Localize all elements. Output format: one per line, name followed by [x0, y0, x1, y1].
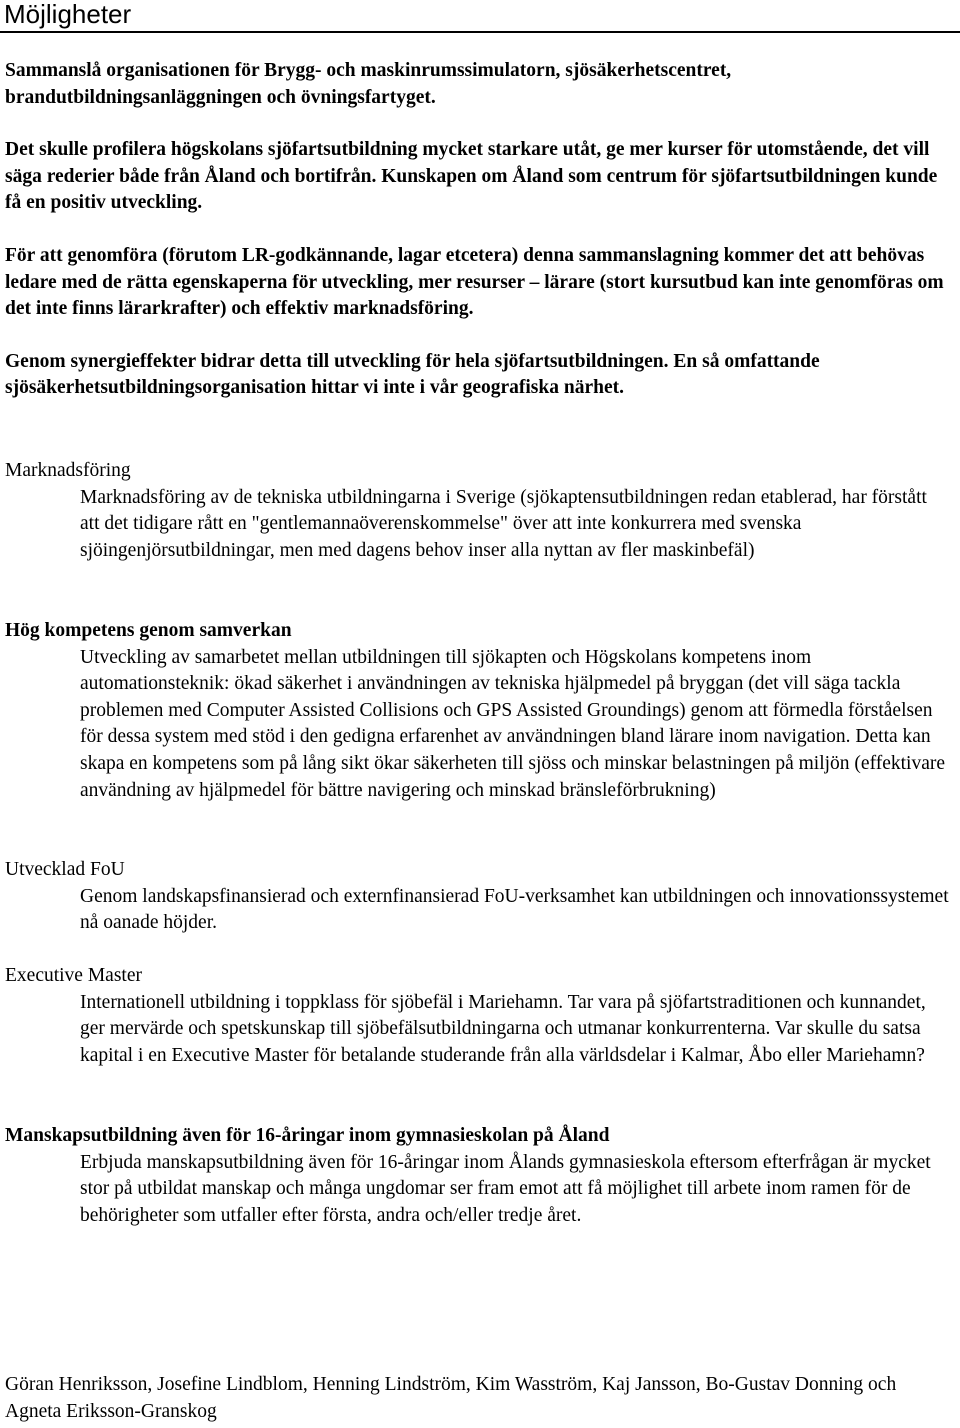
authors-list: Göran Henriksson, Josefine Lindblom, Henning Lindström, Kim Wasström, Kaj Jansson, Bo-Gustav Donning och Agneta Eriksson-Granskog: [5, 1374, 897, 1422]
authors-footer: [5, 1372, 955, 1425]
intro-paragraph-2: Det skulle profilera högskolans sjöfartsutbildning mycket starkare utåt, ge mer kurser för utomstående, det vill säga rederier både från Åland och bortifrån. Kunskapen om Åland som centrum för sjöfartsutbildningen kunde få en positiv utveckling.: [5, 139, 938, 214]
page-title: Möjligheter: [4, 0, 132, 29]
section-body: Erbjuda manskapsutbildning även för 16-åringar inom Ålands gymnasieskola eftersom efterfrågan är mycket stor på utbildat manskap och många ungdomar ser fram emot att få möjlighet till arbete inom ramen för de behörigheter som utfaller efter första, andra och/eller tredje året.: [80, 1151, 931, 1226]
section-marknadsforing: [5, 458, 955, 564]
section-heading: Marknadsföring: [5, 460, 131, 481]
section-heading: Hög kompetens genom samverkan: [5, 620, 292, 641]
section-body: Utveckling av samarbetet mellan utbildningen till sjökapten och Högskolans kompetens inom automationsteknik: ökad säkerhet i användningen av tekniska hjälpmedel på bryggan (det vill säga tackla problemen med Computer Assisted Collisions och GPS Assisted Groundings) genom att förmedla förståelsen för dessa system med stöd i den gedigna erfarenhet av användningen bland lärare inom navigation. Detta kan skapa en kompetens som på lång sikt ökar säkerheten till sjöss och minskar belastningen på miljön (effektivare användning av hjälpmedel för bättre navigering och minskad bränsleförbrukning): [80, 646, 946, 801]
intro-paragraph-3: För att genomföra (förutom LR-godkännande, lagar etcetera) denna sammanslagning kommer det att behövas ledare med de rätta egenskaperna för utveckling, mer resurser – lärare (stort kursutbud kan inte genomföras om det inte finns lärarkrafter) och effektiv marknadsföring.: [5, 244, 944, 320]
section-executive-master: [5, 963, 955, 1069]
title-divider: [0, 31, 960, 33]
section-heading: Manskapsutbildning även för 16-åringar inom gymnasieskolan på Åland: [5, 1125, 610, 1146]
section-manskapsutbildning: [5, 1123, 955, 1229]
intro-paragraph-1: Sammanslå organisationen för Brygg- och maskinrumssimulatorn, sjösäkerhetscentret, brandutbildningsanläggningen och övningsfartyget.: [5, 60, 732, 108]
intro-block: [5, 58, 955, 428]
section-body: Genom landskapsfinansierad och externfinansierad FoU-verksamhet kan utbildningen och innovationssystemet nå oanade höjder.: [80, 885, 949, 934]
section-body: Internationell utbildning i toppklass för sjöbefäl i Mariehamn. Tar vara på sjöfartstraditionen och kunnandet, ger mervärde och spetskunskap till sjöbefälsutbildningarna och utmanar konkurrenterna. Var skulle du satsa kapital i en Executive Master för betalande studerande från alla världsdelar i Kalmar, Åbo eller Mariehamn?: [80, 991, 926, 1066]
section-body: Marknadsföring av de tekniska utbildningarna i Sverige (sjökaptensutbildningen redan etablerad, har förstått att det tidigare rått en "gentlemannaöverenskommelse" över att inte konkurrera med svenska sjöingenjörsutbildningar, men med dagens behov inser alla nyttan av fler maskinbefäl): [80, 486, 927, 561]
section-heading: Executive Master: [5, 965, 142, 986]
section-utvecklad-fou: [5, 857, 955, 937]
intro-paragraph-4: Genom synergieffekter bidrar detta till utveckling för hela sjöfartsutbildningen. En så omfattande sjösäkerhetsutbildningsorganisation hittar vi inte i vår geografiska närhet.: [5, 350, 820, 399]
section-hog-kompetens: [5, 618, 955, 804]
section-heading: Utvecklad FoU: [5, 859, 125, 880]
